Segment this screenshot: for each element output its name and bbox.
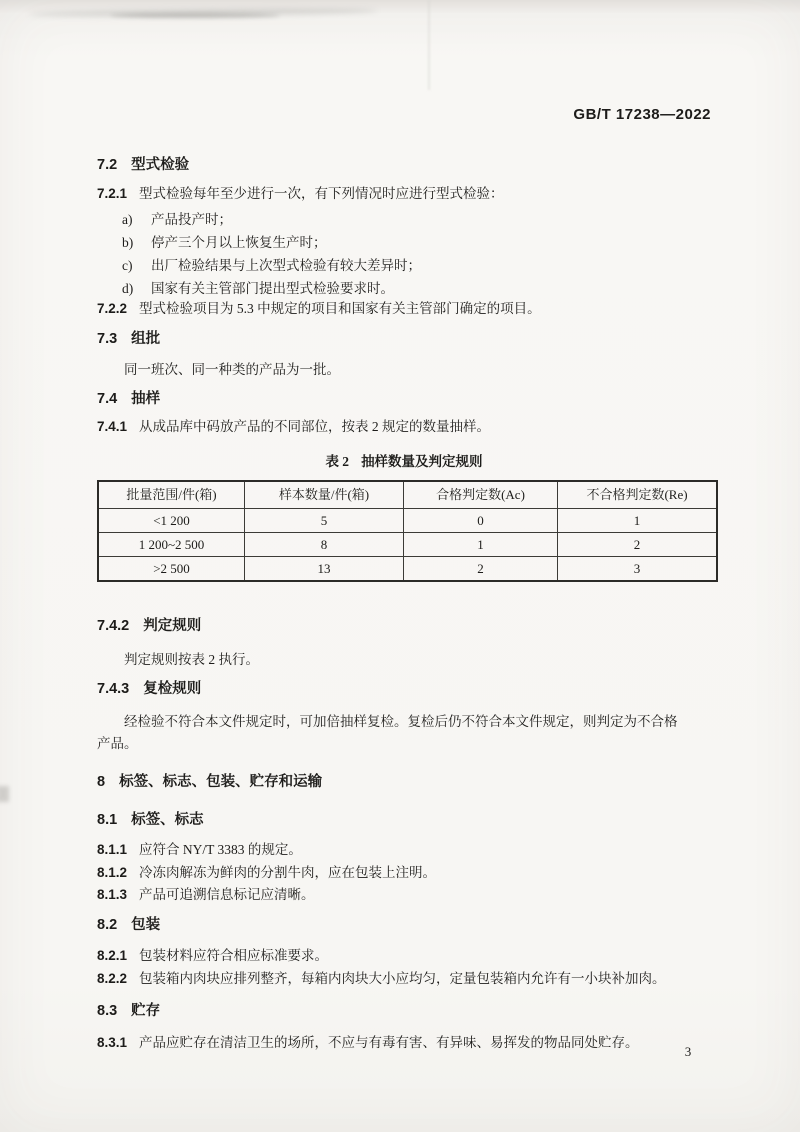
clause-number: 7.2.1 (97, 186, 128, 201)
clause-text: 包装箱内肉块应排列整齐，每箱内肉块大小应均匀，定量包装箱内允许有一小块补加肉。 (139, 971, 666, 986)
clause-text: 应符合 NY/T 3383 的规定。 (139, 842, 302, 857)
list-item-c (97, 254, 711, 277)
heading-title: 复检规则 (143, 681, 202, 697)
clause-number: 7.2.2 (97, 301, 128, 316)
heading-title: 贮存 (131, 1003, 161, 1019)
ordered-list (97, 208, 711, 300)
list-item-text: 停产三个月以上恢复生产时； (151, 235, 327, 250)
clause-8-1-1 (97, 839, 711, 861)
heading-title: 标签、标志、包装、贮存和运输 (119, 774, 323, 790)
list-item-text: 出厂检验结果与上次型式检验有较大差异时； (151, 258, 421, 273)
table-cell: 1 (558, 509, 718, 533)
table-2-caption (97, 452, 711, 472)
clause-number: 8.2.2 (97, 971, 128, 986)
clause-text: 产品应贮存在清洁卫生的场所，不应与有毒有害、有异味、易挥发的物品同处贮存。 (139, 1035, 639, 1050)
table-row (98, 509, 717, 533)
heading-8-1 (97, 810, 711, 830)
clause-text: 型式检验每年至少进行一次，有下列情况时应进行型式检验： (139, 186, 504, 201)
heading-number: 7.2 (97, 157, 118, 173)
table-cell: 3 (558, 557, 718, 582)
standard-number: GB/T 17238—2022 (573, 106, 711, 123)
table-header-cell: 不合格判定数(Re) (558, 481, 718, 509)
clause-number: 8.1.1 (97, 842, 128, 857)
heading-number: 8 (97, 774, 106, 790)
list-item-d (97, 277, 711, 300)
heading-8-3 (97, 1001, 711, 1021)
clause-number: 8.1.3 (97, 887, 128, 902)
heading-number: 8.2 (97, 917, 118, 933)
table-caption-title: 抽样数量及判定规则 (361, 454, 483, 469)
sampling-table (97, 480, 718, 582)
list-item-label: d) (122, 281, 134, 296)
clause-number: 8.2.1 (97, 948, 128, 963)
table-cell: 8 (245, 533, 404, 557)
clause-8-3-1 (97, 1032, 711, 1054)
clause-number: 7.4.1 (97, 419, 128, 434)
paragraph-7-4-2: 判定规则按表 2 执行。 (124, 652, 259, 667)
table-caption-number: 表 2 (325, 454, 350, 469)
clause-7-2-2 (97, 298, 711, 320)
heading-title: 型式检验 (131, 157, 190, 173)
heading-number: 8.1 (97, 812, 118, 828)
heading-8-2 (97, 915, 711, 935)
table-cell: <1 200 (98, 509, 245, 533)
table-cell: 13 (245, 557, 404, 582)
heading-7-2 (97, 155, 711, 175)
heading-number: 8.3 (97, 1003, 118, 1019)
heading-8 (97, 772, 711, 792)
paragraph-line: 产品。 (97, 736, 138, 751)
list-item-label: a) (122, 212, 133, 227)
list-item-b (97, 231, 711, 254)
list-item-text: 国家有关主管部门提出型式检验要求时。 (151, 281, 394, 296)
document-content (97, 0, 711, 1054)
heading-number: 7.4.2 (97, 618, 130, 634)
table-header-cell: 合格判定数(Ac) (404, 481, 558, 509)
table-cell: 0 (404, 509, 558, 533)
table-header-row (98, 481, 717, 509)
clause-8-2-1 (97, 945, 711, 967)
table-header-cell: 样本数量/件(箱) (245, 481, 404, 509)
heading-7-3 (97, 329, 711, 349)
clause-text: 产品可追溯信息标记应清晰。 (139, 887, 315, 902)
table-cell: 2 (558, 533, 718, 557)
heading-title: 抽样 (131, 391, 161, 407)
heading-title: 判定规则 (143, 618, 202, 634)
clause-text: 从成品库中码放产品的不同部位，按表 2 规定的数量抽样。 (139, 419, 491, 434)
list-item-label: c) (122, 258, 133, 273)
heading-number: 7.4.3 (97, 681, 130, 697)
paragraph-line: 经检验不符合本文件规定时，可加倍抽样复检。复检后仍不符合本文件规定，则判定为不合格 (124, 714, 678, 729)
paragraph-7-3: 同一班次、同一种类的产品为一批。 (124, 362, 340, 377)
clause-8-1-2 (97, 862, 711, 884)
list-item-a (97, 208, 711, 231)
list-item-text: 产品投产时； (151, 212, 232, 227)
clause-text: 包装材料应符合相应标准要求。 (139, 948, 329, 963)
clause-number: 8.3.1 (97, 1035, 128, 1050)
clause-text: 冷冻肉解冻为鲜肉的分割牛肉，应在包装上注明。 (139, 865, 437, 880)
table-cell: 1 (404, 533, 558, 557)
heading-title: 组批 (131, 331, 161, 347)
paragraph-7-4-3 (97, 711, 711, 755)
heading-title: 标签、标志 (131, 812, 204, 828)
heading-number: 7.4 (97, 391, 118, 407)
clause-8-1-3 (97, 884, 711, 906)
list-item-label: b) (122, 235, 134, 250)
heading-number: 7.3 (97, 331, 118, 347)
page-number: 3 (684, 1044, 692, 1059)
table-row (98, 557, 717, 582)
scan-smudge-left-edge (0, 786, 9, 802)
table-cell: 1 200~2 500 (98, 533, 245, 557)
table-row (98, 533, 717, 557)
clause-8-2-2 (97, 968, 711, 990)
clause-text: 型式检验项目为 5.3 中规定的项目和国家有关主管部门确定的项目。 (139, 301, 541, 316)
heading-7-4-2 (97, 616, 711, 636)
clause-7-2-1 (97, 183, 711, 205)
table-header-cell: 批量范围/件(箱) (98, 481, 245, 509)
clause-7-4-1 (97, 416, 711, 438)
table-cell: >2 500 (98, 557, 245, 582)
heading-7-4 (97, 389, 711, 409)
table-cell: 5 (245, 509, 404, 533)
clause-number: 8.1.2 (97, 865, 128, 880)
heading-7-4-3 (97, 679, 711, 699)
heading-title: 包装 (131, 917, 161, 933)
table-cell: 2 (404, 557, 558, 582)
